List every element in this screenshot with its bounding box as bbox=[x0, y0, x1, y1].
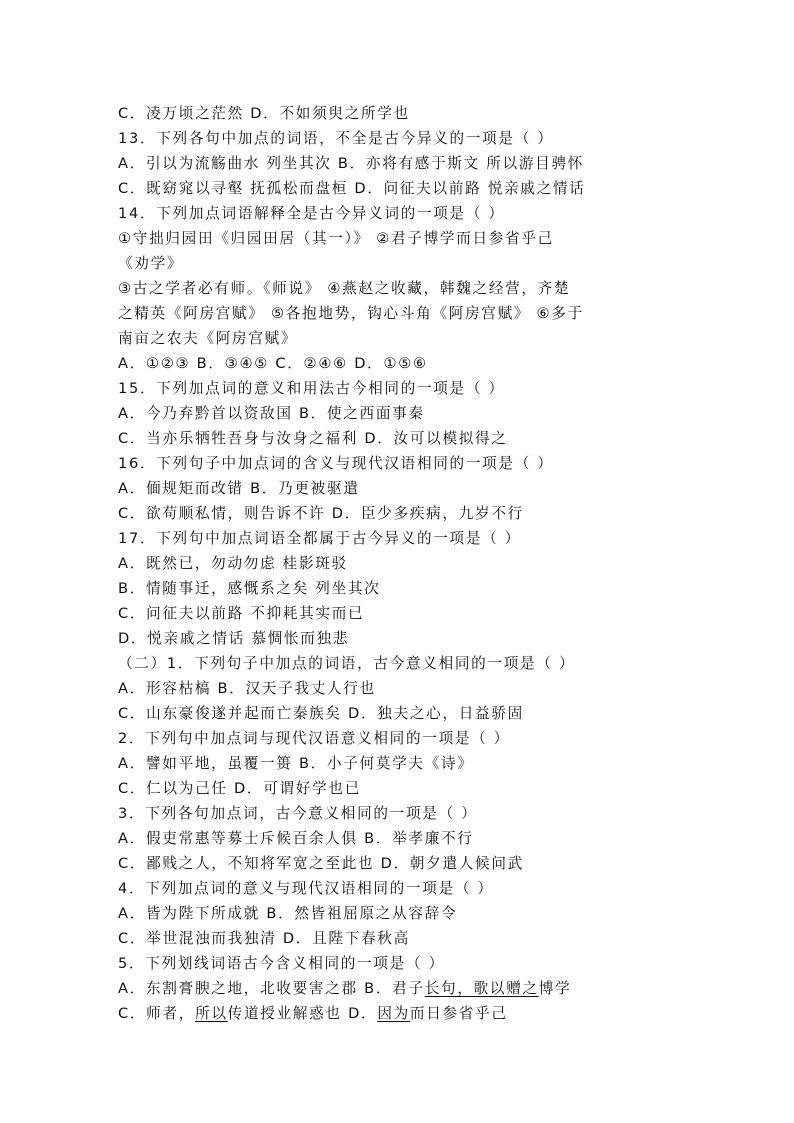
answer-options: A．①②③ B．③④⑤ C．②④⑥ D．①⑤⑥ bbox=[118, 355, 428, 372]
question-15: 15．下列加点词的意义和用法古今相同的一项是（ ） bbox=[118, 380, 505, 397]
text-line: A．形容枯槁 B．汉天子我丈人行也 bbox=[118, 680, 376, 697]
underlined-word: 所以 bbox=[195, 1005, 228, 1022]
section-2-question-4: 4．下列加点词的意义与现代汉语相同的一项是（ ） bbox=[118, 880, 494, 897]
text-line: C．欲苟顺私情，则告诉不许 D．臣少多疾病，九岁不行 bbox=[118, 505, 524, 522]
text-line: C．问征夫以前路 不抑耗其实而已 bbox=[118, 605, 365, 622]
option-c-tail: 传道授业解惑也 D． bbox=[227, 1005, 378, 1022]
text-line: ①守拙归园田《归园田居（其一）》 ②君子博学而日参省乎己 bbox=[118, 230, 554, 247]
underlined-word: 因为 bbox=[377, 1005, 410, 1022]
option-d-tail: 而日参省乎己 bbox=[409, 1005, 508, 1022]
text-line bbox=[118, 976, 678, 1001]
section-2-question-2: 2．下列句中加点词与现代汉语意义相同的一项是（ ） bbox=[118, 730, 511, 747]
text-line: C．山东豪俊遂并起而亡秦族矣 D．独夫之心，日益骄固 bbox=[118, 705, 524, 722]
underlined-word: 长句，歌以赠之 bbox=[424, 980, 539, 997]
text-line: C．举世混浊而我独清 D．且陛下春秋高 bbox=[118, 930, 410, 947]
text-line bbox=[118, 1001, 678, 1026]
text-line: B．情随事迁，感慨系之矣 列坐其次 bbox=[118, 580, 381, 597]
document-text bbox=[118, 101, 678, 1026]
text-line: A．引以为流觞曲水 列坐其次 B．亦将有感于斯文 所以游目骋怀 bbox=[118, 155, 585, 172]
text-line: C．当亦乐牺牲吾身与汝身之福利 D．汝可以模拟得之 bbox=[118, 430, 508, 447]
question-16: 16．下列句子中加点词的含义与现代汉语相同的一项是（ ） bbox=[118, 455, 554, 472]
text-line: A．既然已，勿动勿虑 桂影斑驳 bbox=[118, 555, 348, 572]
question-13: 13．下列各句中加点的词语，不全是古今异义的一项是（ ） bbox=[118, 130, 554, 147]
text-line: 南亩之农夫《阿房宫赋》 bbox=[118, 330, 298, 347]
text-line: A．今乃弃黔首以资敌国 B．使之西面事秦 bbox=[118, 405, 425, 422]
section-2-question-3: 3．下列各句加点词，古今意义相同的一项是（ ） bbox=[118, 805, 478, 822]
option-a-text: A．东割膏腴之地，北收要害之郡 B．君子 bbox=[118, 980, 425, 997]
text-line: A．皆为陛下所成就 B．然皆祖屈原之从容辞令 bbox=[118, 905, 458, 922]
text-line: 之精英《阿房宫赋》 ⑤各抱地势，钩心斗角《阿房宫赋》 ⑥多于 bbox=[118, 305, 584, 322]
text-line: 《劝学》 bbox=[118, 255, 184, 272]
text-line: C．仁以为己任 D．可谓好学也已 bbox=[118, 780, 361, 797]
text-line: C．鄙贱之人，不知将军宽之至此也 D．朝夕遣人候问武 bbox=[118, 855, 524, 872]
text-line: A．偭规矩而改错 B．乃更被驱遣 bbox=[118, 480, 360, 497]
text-line: A．譬如平地，虽覆一篑 B．小子何莫学夫《诗》 bbox=[118, 755, 474, 772]
text-line: C．凌万顷之茫然 D．不如须臾之所学也 bbox=[118, 105, 410, 122]
question-14: 14．下列加点词语解释全是古今异义词的一项是（ ） bbox=[118, 205, 505, 222]
question-17: 17．下列句中加点词语全都属于古今异义的一项是（ ） bbox=[118, 530, 522, 547]
text-line: D．悦亲戚之情话 慕惆怅而独悲 bbox=[118, 630, 350, 647]
text-line: ③古之学者必有师。《师说》 ④燕赵之收藏，韩魏之经营，齐楚 bbox=[118, 280, 571, 297]
option-b-tail: 博学 bbox=[538, 980, 572, 997]
text-line: C．既窈窕以寻壑 抚孤松而盘桓 D．问征夫以前路 悦亲戚之情话 bbox=[118, 180, 586, 197]
text-line: A．假吏常惠等募士斥候百余人俱 B．举孝廉不行 bbox=[118, 830, 474, 847]
section-2-question-5: 5．下列划线词语古今含义相同的一项是（ ） bbox=[118, 955, 445, 972]
option-c-text: C．师者， bbox=[118, 1005, 196, 1022]
section-2-question-1: （二）1．下列句子中加点的词语，古今意义相同的一项是（ ） bbox=[118, 655, 576, 672]
